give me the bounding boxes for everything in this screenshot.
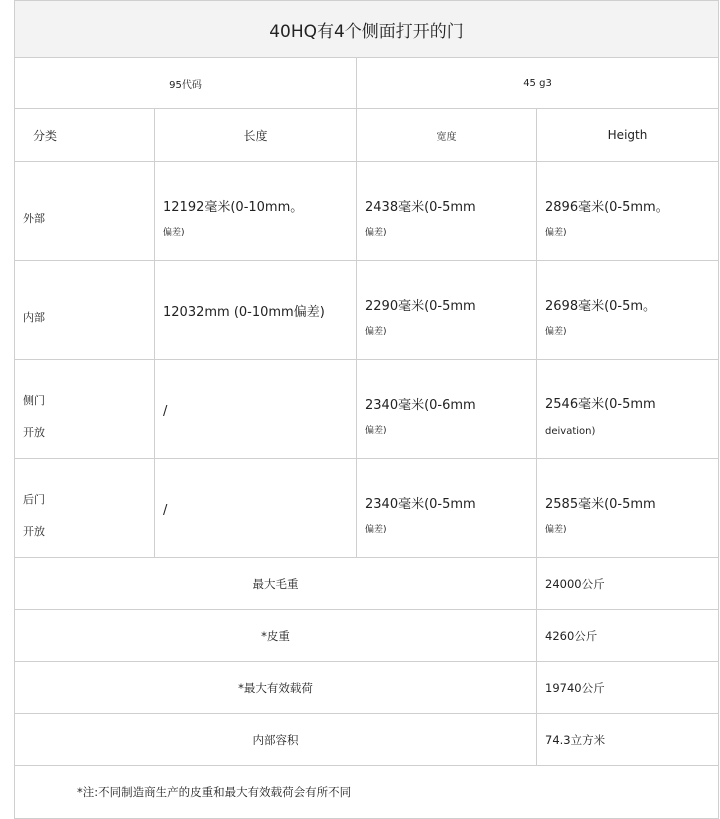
payload-value: 19740公斤 bbox=[537, 662, 719, 714]
height-note: 偏差) bbox=[545, 327, 567, 337]
tare-value: 4260公斤 bbox=[537, 610, 719, 662]
width-cell bbox=[357, 162, 537, 261]
width-cell bbox=[357, 360, 537, 459]
row-label-line1: 侧门 bbox=[23, 394, 45, 407]
table-title: 40HQ有4个侧面打开的门 bbox=[15, 1, 719, 58]
height-cell bbox=[537, 459, 719, 558]
height-note: 偏差) bbox=[545, 228, 567, 238]
max-gross-label: 最大毛重 bbox=[15, 558, 537, 610]
volume-value: 74.3立方米 bbox=[537, 714, 719, 766]
column-header-length: 长度 bbox=[155, 109, 357, 162]
width-value: 2340毫米(0-6mm bbox=[365, 398, 476, 413]
width-note: 偏差) bbox=[365, 525, 387, 535]
tare-label: *皮重 bbox=[15, 610, 537, 662]
width-note: 偏差) bbox=[365, 426, 387, 436]
row-label-line1: 内部 bbox=[23, 311, 45, 324]
length-value: 12192毫米(0-10mm。 bbox=[163, 200, 304, 215]
column-header-height: Heigth bbox=[537, 109, 719, 162]
footnote: *注:不同制造商生产的皮重和最大有效载荷会有所不同 bbox=[15, 766, 719, 819]
summary-row-volume bbox=[15, 714, 719, 766]
table-row bbox=[15, 459, 719, 558]
length-cell bbox=[155, 459, 357, 558]
table-row bbox=[15, 261, 719, 360]
row-label bbox=[15, 360, 155, 459]
length-cell bbox=[155, 261, 357, 360]
row-label bbox=[15, 261, 155, 360]
row-label-line2: 开放 bbox=[23, 426, 45, 439]
length-note: 偏差) bbox=[163, 228, 185, 238]
length-value: 12032mm (0-10mm偏差) bbox=[163, 305, 325, 320]
width-note: 偏差) bbox=[365, 228, 387, 238]
row-label-line2: 开放 bbox=[23, 525, 45, 538]
row-label-line1: 后门 bbox=[23, 493, 45, 506]
length-cell bbox=[155, 162, 357, 261]
row-label-line1: 外部 bbox=[23, 212, 45, 225]
length-value: / bbox=[163, 503, 168, 518]
length-cell bbox=[155, 360, 357, 459]
code-value: 45 g3 bbox=[357, 58, 719, 109]
width-cell bbox=[357, 459, 537, 558]
summary-row-max-gross bbox=[15, 558, 719, 610]
length-value: / bbox=[163, 404, 168, 419]
summary-row-payload bbox=[15, 662, 719, 714]
row-label bbox=[15, 162, 155, 261]
max-gross-value: 24000公斤 bbox=[537, 558, 719, 610]
width-value: 2290毫米(0-5mm bbox=[365, 299, 476, 314]
height-cell bbox=[537, 360, 719, 459]
column-header-category: 分类 bbox=[15, 109, 155, 162]
height-value: 2546毫米(0-5mm bbox=[545, 397, 656, 412]
width-value: 2438毫米(0-5mm bbox=[365, 200, 476, 215]
column-header-width: 宽度 bbox=[357, 109, 537, 162]
summary-row-tare bbox=[15, 610, 719, 662]
height-value: 2585毫米(0-5mm bbox=[545, 497, 656, 512]
height-value: 2896毫米(0-5mm。 bbox=[545, 200, 669, 215]
height-value: 2698毫米(0-5m。 bbox=[545, 299, 657, 314]
row-label bbox=[15, 459, 155, 558]
width-value: 2340毫米(0-5mm bbox=[365, 497, 476, 512]
code-label: 95代码 bbox=[15, 58, 357, 109]
height-note: deivation) bbox=[545, 426, 596, 437]
height-cell bbox=[537, 162, 719, 261]
table-row bbox=[15, 360, 719, 459]
width-cell bbox=[357, 261, 537, 360]
volume-label: 内部容积 bbox=[15, 714, 537, 766]
table-row bbox=[15, 162, 719, 261]
height-cell bbox=[537, 261, 719, 360]
height-note: 偏差) bbox=[545, 525, 567, 535]
payload-label: *最大有效载荷 bbox=[15, 662, 537, 714]
container-spec-table bbox=[14, 0, 719, 819]
width-note: 偏差) bbox=[365, 327, 387, 337]
